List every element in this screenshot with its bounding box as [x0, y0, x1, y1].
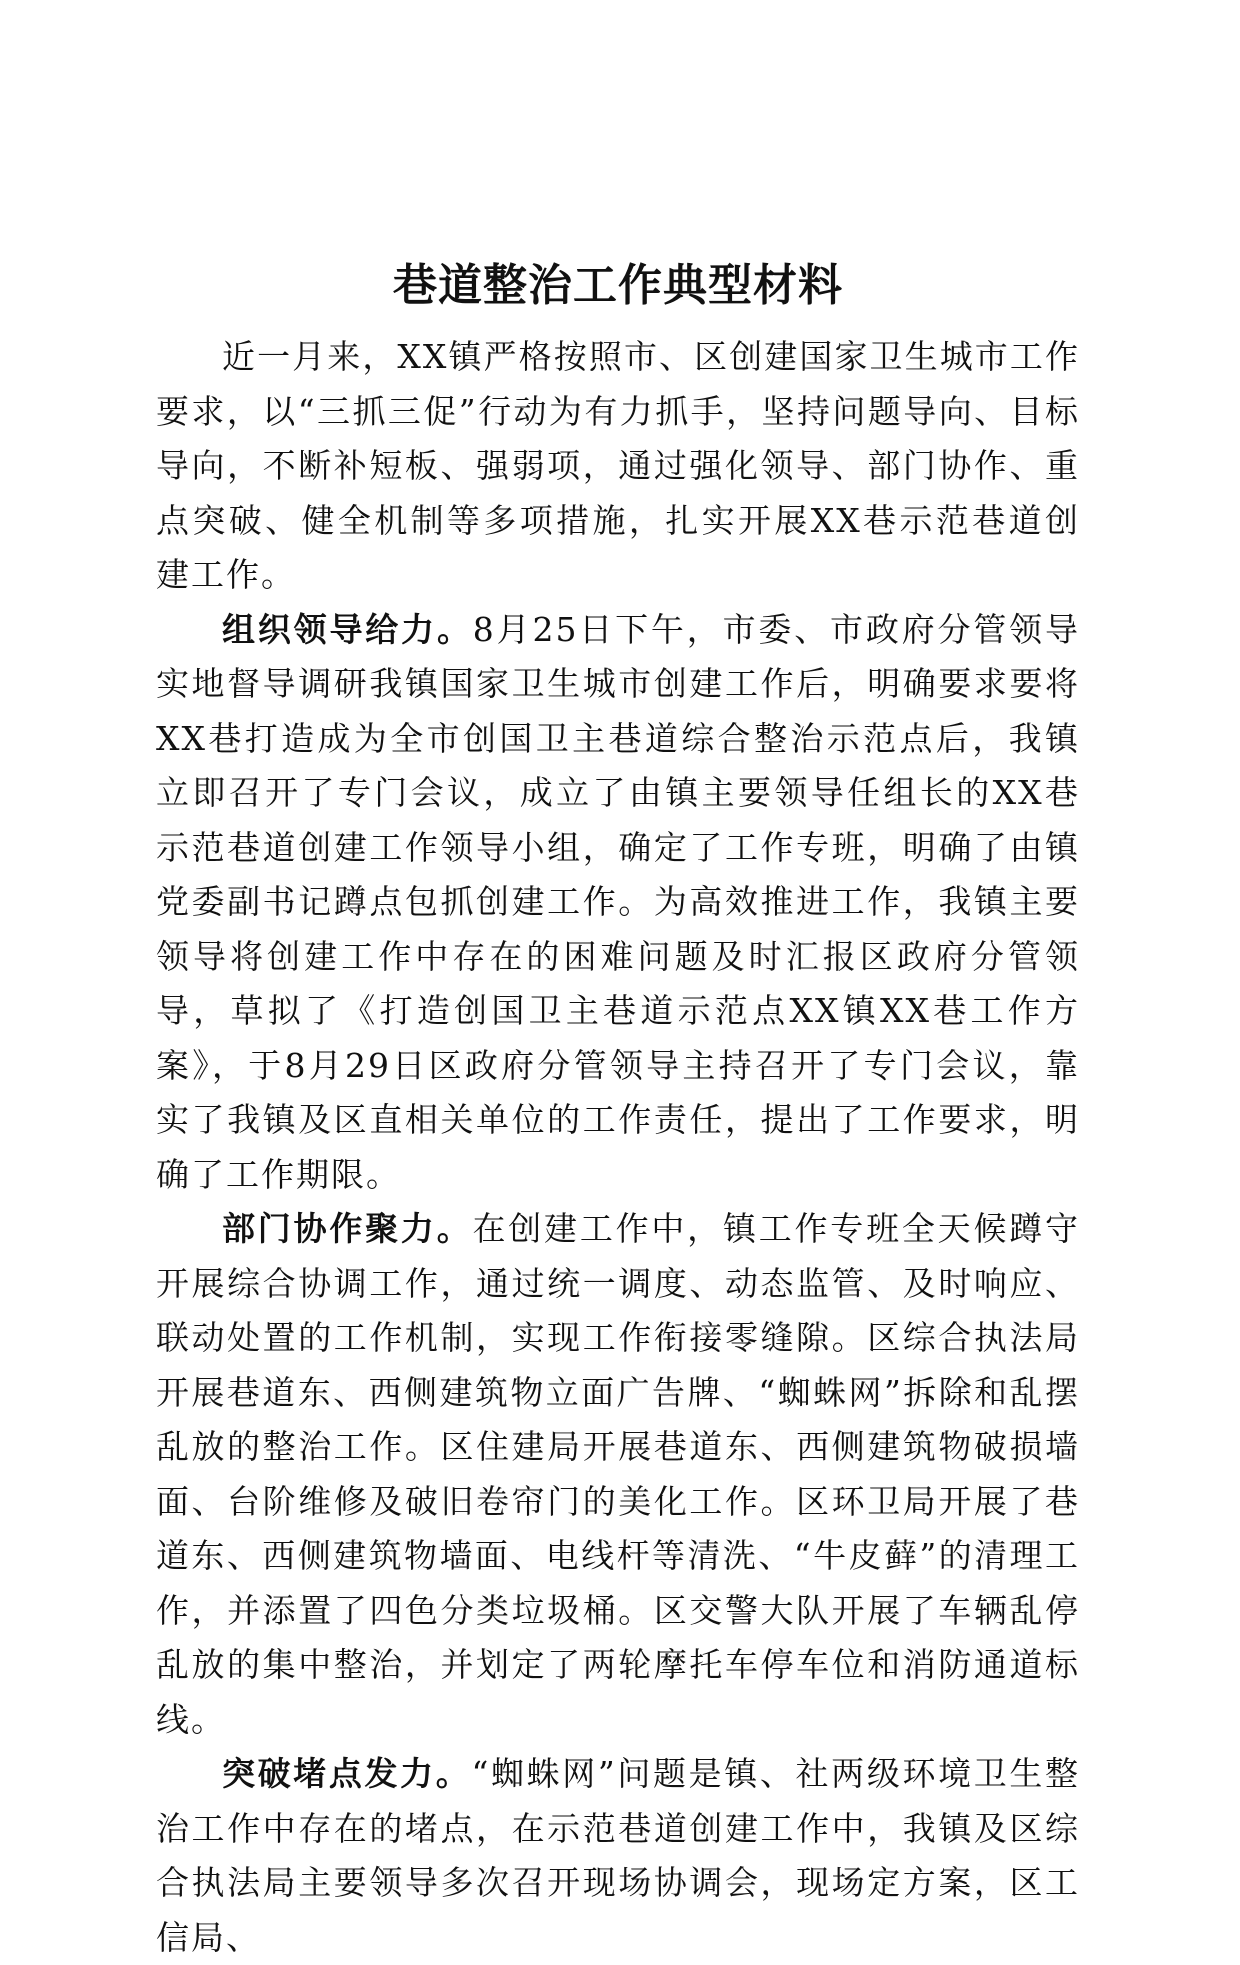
paragraph-text: 近一月来，XX镇严格按照市、区创建国家卫生城市工作要求，以“三抓三促”行动为有力抓手，坚持问题导向、目标导向，不断补短板、强弱项，通过强化领导、部门协作、重点突破、健全机制等多项措施，扎实开展XX巷示范巷道创建工作。: [156, 337, 1080, 594]
paragraph-organization: [156, 603, 1080, 1203]
document-page: [156, 250, 1080, 1965]
document-title: 巷道整治工作典型材料: [393, 260, 843, 311]
paragraph-text: “蜘蛛网”问题是镇、社两级环境卫生整治工作中存在的堵点，在示范巷道创建工作中，我镇及区综合执法局主要领导多次召开现场协调会，现场定方案，区工信局、: [156, 1754, 1080, 1957]
paragraph-breakthrough: [156, 1747, 1080, 1965]
paragraph-lead: 突破堵点发力。: [222, 1754, 472, 1793]
paragraph-text: 8月25日下午，市委、市政府分管领导实地督导调研我镇国家卫生城市创建工作后，明确要求要将XX巷打造成为全市创国卫主巷道综合整治示范点后，我镇立即召开了专门会议，成立了由镇主要领导任组长的XX巷示范巷道创建工作领导小组，确定了工作专班，明确了由镇党委副书记蹲点包抓创建工作。为高效推进工作，我镇主要领导将创建工作中存在的困难问题及时汇报区政府分管领导，草拟了《打造创国卫主巷道示范点XX镇XX巷工作方案》，于8月29日区政府分管领导主持召开了专门会议，靠实了我镇及区直相关单位的工作责任，提出了工作要求，明确了工作期限。: [156, 609, 1081, 1194]
paragraph-lead: 组织领导给力。: [222, 609, 473, 649]
paragraph-cooperation: [156, 1202, 1080, 1747]
paragraph-lead: 部门协作聚力。: [222, 1209, 473, 1248]
paragraph-text: 在创建工作中，镇工作专班全天候蹲守开展综合协调工作，通过统一调度、动态监管、及时响应、联动处置的工作机制，实现工作衔接零缝隙。区综合执法局开展巷道东、西侧建筑物立面广告牌、“蜘蛛网”拆除和乱摆乱放的整治工作。区住建局开展巷道东、西侧建筑物破损墙面、台阶维修及破旧卷帘门的美化工作。区环卫局开展了巷道东、西侧建筑物墙面、电线杆等清洗、“牛皮藓”的清理工作，并添置了四色分类垃圾桶。区交警大队开展了车辆乱停乱放的集中整治，并划定了两轮摩托车停车位和消防通道标线。: [156, 1209, 1081, 1739]
paragraph-intro: [156, 330, 1080, 603]
